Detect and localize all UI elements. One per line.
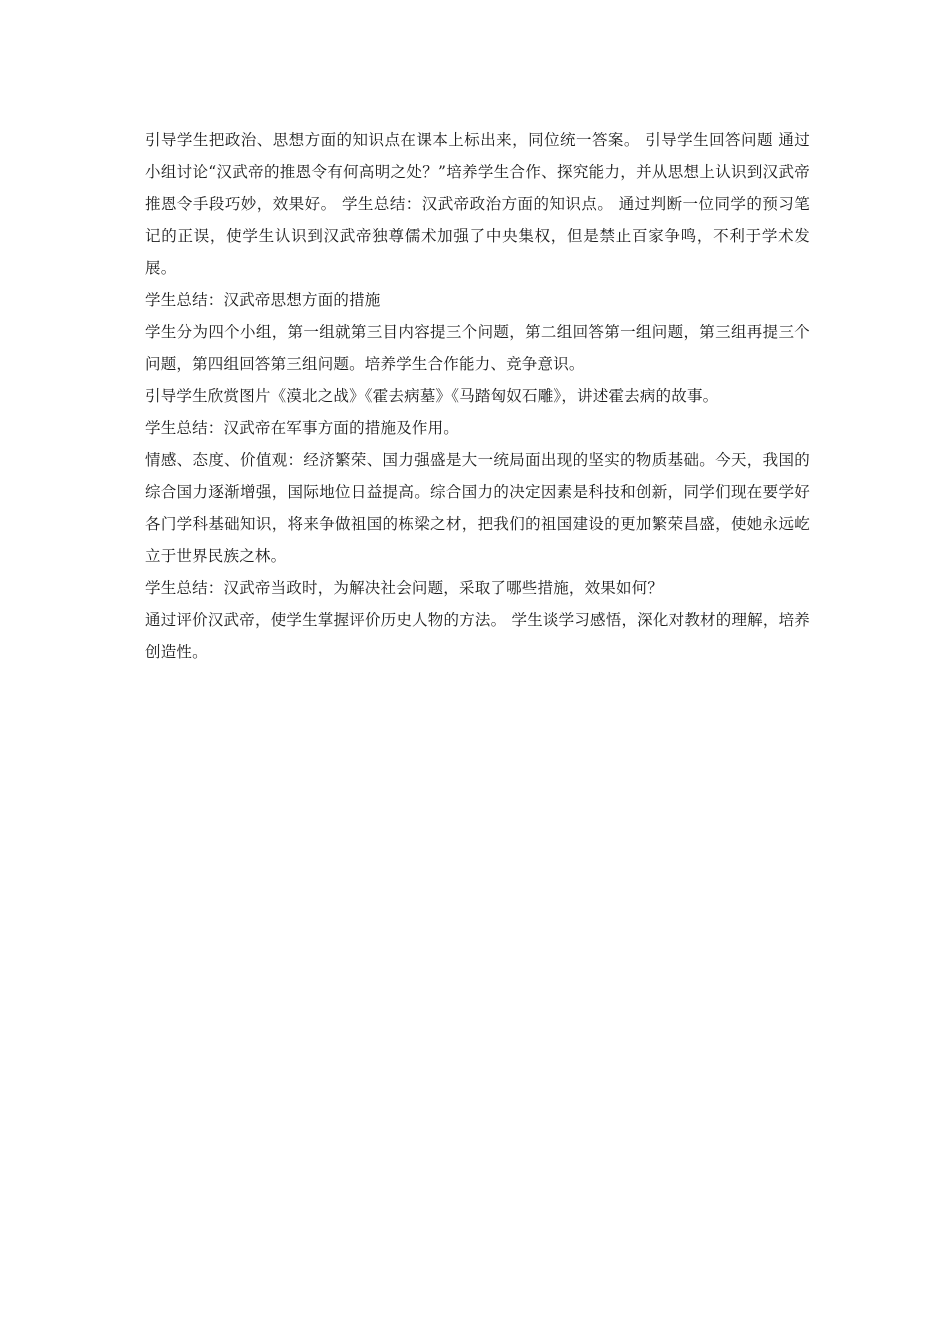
paragraph-summary-measures: 学生总结：汉武帝当政时，为解决社会问题，采取了哪些措施，效果如何？ (145, 579, 664, 597)
paragraph-guidance-politics: 引导学生把政治、思想方面的知识点在课本上标出来，同位统一答案。 引导学生回答问题 通过小组讨论“汉武帝的推恩令有何高明之处？”培养学生合作、探究能力，并从思想上认识到汉武帝推恩令手段巧妙，效果好。 学生总结：汉武帝政治方面的知识点。 通过判断一位同学的预习笔记的正误，使学生认识到汉武帝独尊儒术加强了中央集权，但是禁止百家争鸣，不利于学术发展。 (145, 131, 810, 277)
paragraph-summary-military: 学生总结：汉武帝在军事方面的措施及作用。 (145, 419, 460, 437)
paragraph-values: 情感、态度、价值观：经济繁荣、国力强盛是大一统局面出现的坚实的物质基础。今天，我国的综合国力逐渐增强，国际地位日益提高。综合国力的决定因素是科技和创新，同学们现在要学好各门学科基础知识，将来争做祖国的栋梁之材，把我们的祖国建设的更加繁荣昌盛，使她永远屹立于世界民族之林。 (145, 451, 810, 565)
paragraph-summary-thought: 学生总结：汉武帝思想方面的措施 (145, 291, 381, 309)
paragraph-group-questions: 学生分为四个小组，第一组就第三目内容提三个问题，第二组回答第一组问题，第三组再提三个问题，第四组回答第三组问题。培养学生合作能力、竞争意识。 (145, 323, 810, 373)
paragraph-evaluation: 通过评价汉武帝，使学生掌握评价历史人物的方法。 学生谈学习感悟，深化对教材的理解，培养创造性。 (145, 611, 810, 661)
paragraph-picture-appreciation: 引导学生欣赏图片《漠北之战》《霍去病墓》《马踏匈奴石雕》，讲述霍去病的故事。 (145, 387, 719, 405)
document-body (145, 124, 810, 668)
